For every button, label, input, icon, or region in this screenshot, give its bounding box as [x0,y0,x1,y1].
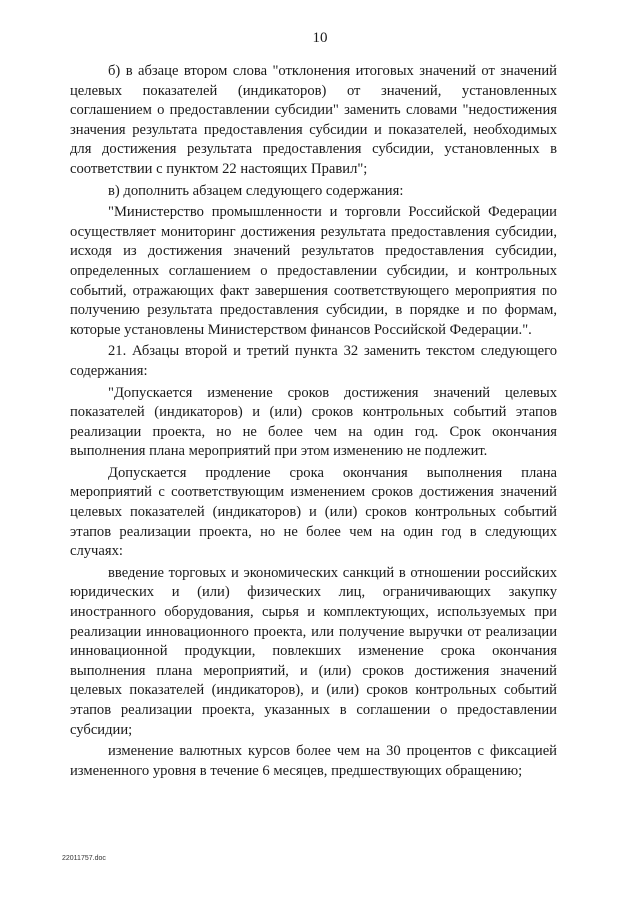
paragraph-ministry-monitoring: "Министерство промышленности и торговли Российской Федерации осуществляет мониторинг достижения результата предоставления субсидии, исходя из достижения значений результатов предоставления субсидии, определенных соглашением о предоставлении субсидии, и контрольных событий, отражающих факт завершения соответствующего мероприятия по получению результата предоставления субсидии, в порядке и по формам, которые установлены Министерством финансов Российской Федерации.". [70,204,557,338]
paragraph-deadline-change: "Допускается изменение сроков достижения значений целевых показателей (индикаторов) и (или) сроков контрольных событий этапов реализации проекта, но не более чем на один год. Срок окончания выполнения плана мероприятий при этом изменению не подлежит. [70,384,557,460]
paragraph-v-intro: в) дополнить абзацем следующего содержания: [108,182,404,199]
document-body [70,62,557,781]
paragraph-currency-case: изменение валютных курсов более чем на 30 процентов с фиксацией измененного уровня в течение 6 месяцев, предшествующих обращению; [70,743,557,779]
document-footer-filename: 22011757.doc [62,855,106,862]
page-number: 10 [312,30,328,46]
paragraph-extension-cases: Допускается продление срока окончания выполнения плана мероприятий с соответствующим изменением сроков достижения значений целевых показателей (индикаторов) и (или) сроков контрольных событий этапов реализации проекта, но не более чем на один год в следующих случаях: [70,464,557,560]
paragraph-b-amendment: б) в абзаце втором слова "отклонения итоговых значений от значений целевых показателей (индикаторов) от значений, установленных соглашением о предоставлении субсидии" заменить словами "недостижения значения результата предоставления субсидии и показателей, необходимых для достижения результата предоставления субсидии, установленных в соответствии с пунктом 22 настоящих Правил"; [70,63,557,177]
paragraph-item-21: 21. Абзацы второй и третий пункта 32 заменить текстом следующего содержания: [70,343,557,379]
paragraph-sanctions-case: введение торговых и экономических санкций в отношении российских юридических и (или) физических лиц, ограничивающих закупку иностранного оборудования, сырья и комплектующих, используемых при реализации инновационного проекта, или получение выручки от реализации инновационной продукции, повлекших изменение срока окончания выполнения плана мероприятий, и (или) сроков достижения значений целевых показателей (индикаторов), и (или) сроков контрольных событий этапов реализации проекта, указанных в соглашении о предоставлении субсидии; [70,564,557,738]
